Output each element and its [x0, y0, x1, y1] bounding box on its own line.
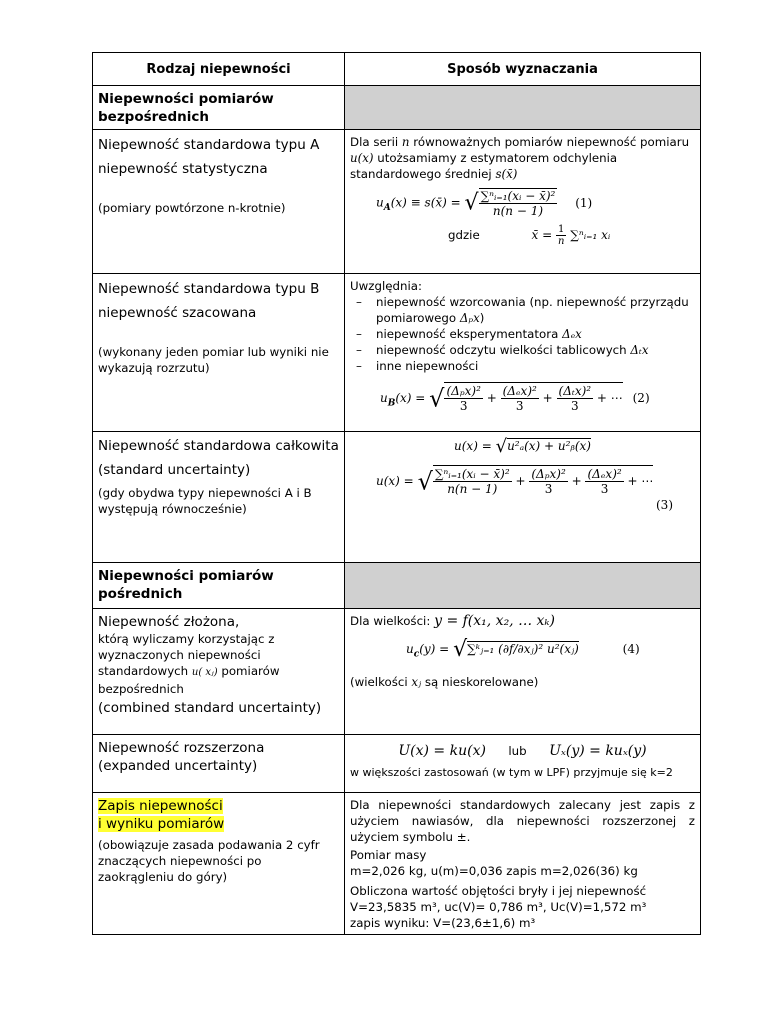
expanded-name: Niepewność rozszerzona: [98, 740, 265, 756]
compound-en: (combined standard uncertainty): [98, 700, 322, 716]
notation-mass-example: m=2,026 kg, u(m)=0,036 zapis m=2,026(36) kg: [350, 864, 638, 878]
row-compound: [93, 609, 701, 735]
expanded-en: (expanded uncertainty): [98, 758, 258, 774]
combined-name: Niepewność standardowa całkowita: [98, 438, 339, 454]
formula-1: $u_A(x)$ ≡ s(x̄) = √ $\frac{\text{∑ⁿᵢ₌₁(xᵢ − x̄)²}}{n(n - 1)}$ (1): [376, 189, 593, 218]
section-row-indirect: [93, 563, 701, 609]
type-b-name: Niepewność standardowa typu B: [98, 281, 320, 297]
compound-intro: Dla wielkości: y = f(x₁, x₂, … xₖ): [350, 613, 555, 629]
notation-volume-label: Obliczona wartość objętości bryły i jej niepewność: [350, 884, 647, 898]
notation-volume-values: V=23,5835 m³, uc(V)= 0,786 m³, Uc(V)=1,572 m³: [350, 900, 647, 914]
notation-mass-label: Pomiar masy: [350, 848, 427, 862]
section-gray-cell: [345, 86, 701, 130]
type-a-note: (pomiary powtórzone n-krotnie): [98, 201, 286, 215]
row-notation: [93, 793, 701, 935]
row-type-b: [93, 274, 701, 432]
formula-2: $u_B(x)$ = √ $\frac{\text{(Δₚx)²}}{3}$ + $\frac{\text{(Δₑx)²}}{3}$ + $\frac{\text{(Δₜx)²}}{3}$ + ⋯ (2): [380, 384, 650, 413]
type-b-item: – niepewność odczytu wielkości tablicowych Δₜx: [354, 342, 695, 358]
section-title-indirect: Niepewności pomiarów pośrednich: [98, 568, 274, 602]
compound-note: (wielkości xⱼ są nieskorelowane): [350, 675, 539, 689]
uncertainty-table: [92, 52, 701, 935]
section-title-direct: Niepewności pomiarów bezpośrednich: [98, 91, 274, 125]
header-row: [93, 53, 701, 86]
type-b-item: – inne niepewności: [354, 358, 695, 374]
type-b-list: [350, 294, 695, 374]
row-expanded: [93, 735, 701, 793]
expanded-note: w większości zastosowań (w tym w LPF) przyjmuje się k=2: [350, 766, 673, 779]
eq-number-1: (1): [575, 195, 593, 210]
combined-note: (gdy obydwa typy niepewności A i B występują równocześnie): [98, 486, 312, 516]
formula-3b: u(x) = √ $\frac{\text{∑ⁿᵢ₌₁(xᵢ − x̄)²}}{n(n - 1)}$ + $\frac{\text{(Δₚx)²}}{3}$ + $\frac{\text{(Δₑx)²}}{3}$ + ⋯: [376, 467, 654, 496]
type-a-name: Niepewność standardowa typu A: [98, 137, 320, 153]
section-gray-cell: [345, 563, 701, 609]
notation-note: (obowiązuje zasada podawania 2 cyfr znaczących niepewności po zaokrągleniu do góry): [98, 838, 320, 884]
combined-en: (standard uncertainty): [98, 462, 251, 478]
eq-number-3: (3): [656, 498, 673, 512]
type-b-intro: Uwzględnia:: [350, 279, 422, 293]
notation-subtitle: i wyniku pomiarów: [98, 816, 225, 832]
type-b-subname: niepewność szacowana: [98, 305, 257, 321]
notation-p1: Dla niepewności standardowych zalecany jest zapis z użyciem nawiasów, dla niepewności rozszerzonej z użyciem symbolu ±.: [350, 798, 695, 844]
compound-name: Niepewność złożona,: [98, 614, 240, 630]
formula-expanded: U(x) = ku(x) lub Uₓ(y) = kuₓ(y): [398, 743, 647, 759]
formula-4: $u_c(y)$ = √∑ᵏⱼ₌₁ (∂f/∂xⱼ)² u²(xⱼ) (4): [406, 637, 640, 662]
type-a-description: Dla serii n równoważnych pomiarów niepewność pomiaru u(x) utożsamiamy z estymatorem odchylenia standardowego średniej s(x̄): [350, 135, 690, 181]
eq-number-4: (4): [622, 642, 640, 656]
type-b-item: – niepewność eksperymentatora Δₑx: [354, 326, 695, 342]
section-row-direct: [93, 86, 701, 130]
eq-number-2: (2): [632, 391, 650, 405]
type-b-note: (wykonany jeden pomiar lub wyniki nie wykazują rozrzutu): [98, 345, 329, 375]
notation-volume-result: zapis wyniku: V=(23,6±1,6) m³: [350, 916, 536, 930]
row-type-a: [93, 130, 701, 274]
type-b-item: – niepewność wzorcowania (np. niepewność przyrządu pomiarowego Δₚx): [354, 294, 695, 326]
type-a-subname: niepewność statystyczna: [98, 161, 268, 177]
header-col1: Rodzaj niepewności: [93, 53, 345, 86]
mean-formula: gdzie x̄ = $\frac{1}{n}$ ∑ⁿᵢ₌₁ xᵢ: [448, 224, 611, 247]
compound-desc: którą wyliczamy korzystając z wyznaczonych niepewności standardowych u( xⱼ) pomiarów bezpośrednich: [98, 632, 280, 696]
notation-title: Zapis niepewności: [98, 798, 223, 814]
formula-3a: u(x) = √u²ₐ(x) + u²ᵦ(x): [454, 436, 591, 457]
header-col2: Sposób wyznaczania: [345, 53, 701, 86]
row-combined: [93, 432, 701, 563]
